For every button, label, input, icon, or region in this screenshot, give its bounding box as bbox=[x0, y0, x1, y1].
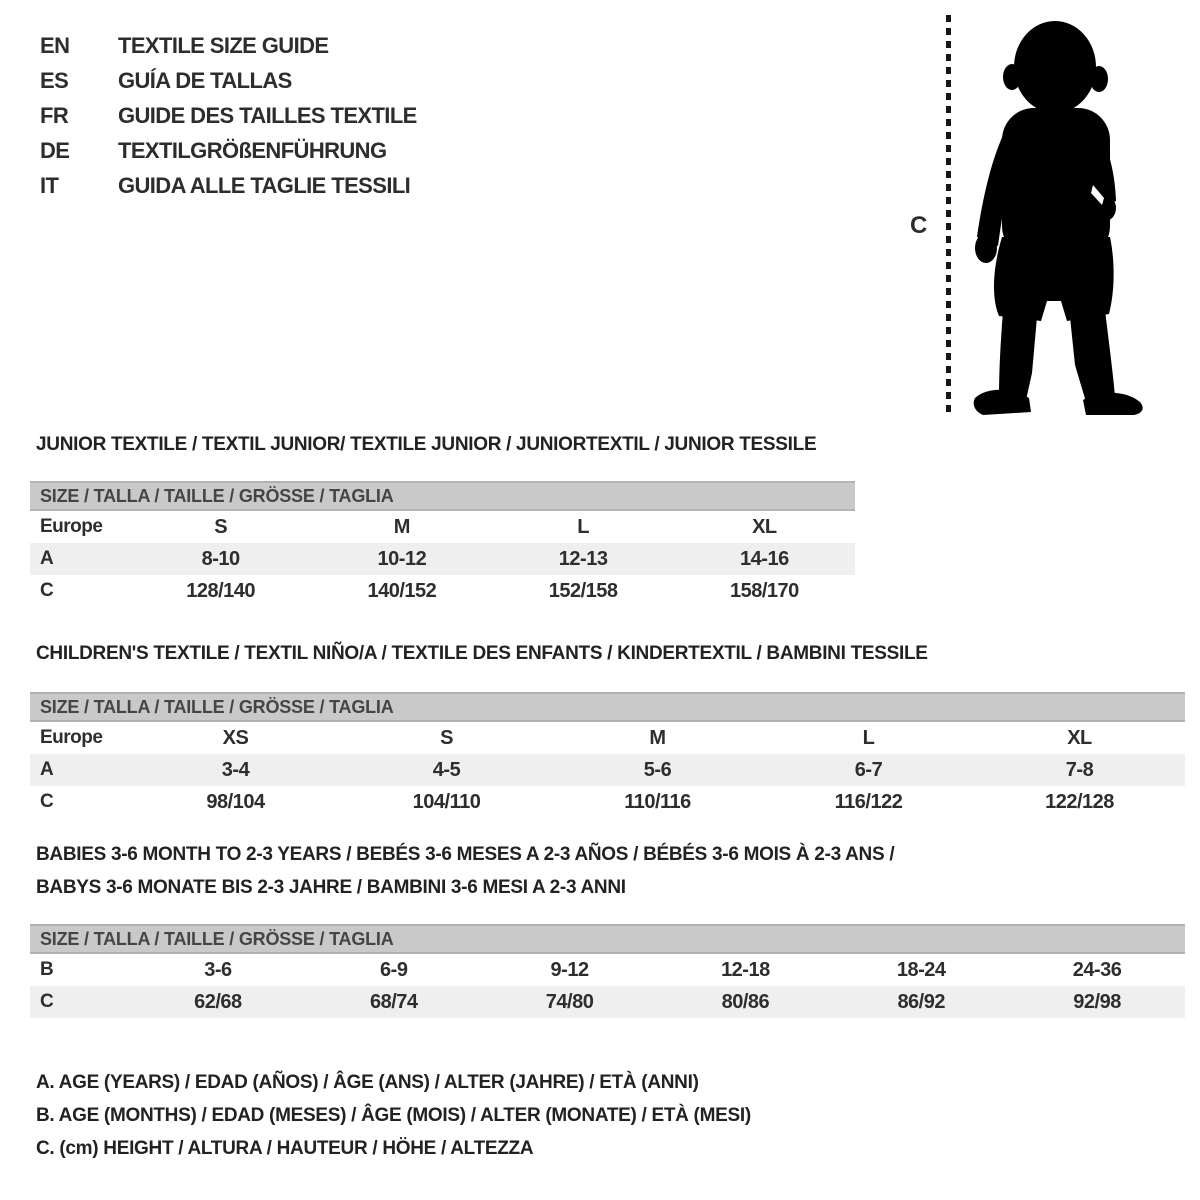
row-cell: S bbox=[440, 726, 453, 749]
table-row-c bbox=[30, 786, 1185, 818]
row-cell: 9-12 bbox=[550, 958, 589, 981]
size-band: SIZE / TALLA / TAILLE / GRÖSSE / TAGLIA bbox=[30, 692, 1185, 722]
language-code: IT bbox=[40, 172, 59, 198]
section-heading: CHILDREN'S TEXTILE / TEXTIL NIÑO/A / TEXTILE DES ENFANTS / KINDERTEXTIL / BAMBINI TESSILE bbox=[36, 643, 928, 664]
language-code: EN bbox=[40, 32, 70, 58]
height-measure-label: C bbox=[910, 212, 927, 239]
size-sections bbox=[0, 428, 1200, 1018]
table-row-c bbox=[30, 986, 1185, 1018]
row-cell: 92/98 bbox=[1073, 990, 1121, 1013]
section-heading: BABIES 3-6 MONTH TO 2-3 YEARS / BEBÉS 3-6 MESES A 2-3 AÑOS / BÉBÉS 3-6 MOIS À 2-3 ANS / bbox=[36, 844, 895, 865]
row-cell: XL bbox=[1067, 726, 1092, 749]
row-cell: 7-8 bbox=[1065, 758, 1094, 781]
section-babies bbox=[30, 838, 1200, 1018]
row-label: C bbox=[40, 991, 54, 1012]
row-cell: XS bbox=[222, 726, 249, 749]
row-cell: 110/116 bbox=[624, 790, 691, 813]
row-cell: 122/128 bbox=[1045, 790, 1114, 813]
footnote-a: A. AGE (YEARS) / EDAD (AÑOS) / ÂGE (ANS) / ALTER (JAHRE) / ETÀ (ANNI) bbox=[36, 1072, 699, 1093]
language-code: ES bbox=[40, 67, 69, 93]
table-row-a bbox=[30, 754, 1185, 786]
language-title: GUIDE DES TAILLES TEXTILE bbox=[118, 102, 417, 128]
height-dashed-line bbox=[946, 15, 951, 417]
row-cell: 128/140 bbox=[186, 579, 256, 602]
row-cell: 4-5 bbox=[432, 758, 461, 781]
row-cell: 24-36 bbox=[1072, 958, 1122, 981]
table-row-c bbox=[30, 575, 855, 607]
table-row-b bbox=[30, 954, 1185, 986]
row-cell: 116/122 bbox=[834, 790, 903, 813]
row-cell: 6-9 bbox=[380, 958, 408, 981]
height-figure bbox=[0, 0, 1200, 420]
row-cell: 152/158 bbox=[548, 579, 618, 602]
language-title: TEXTILE SIZE GUIDE bbox=[118, 32, 329, 58]
row-cell: 18-24 bbox=[896, 958, 946, 981]
row-label: A bbox=[40, 759, 54, 780]
footnote-b: B. AGE (MONTHS) / EDAD (MESES) / ÂGE (MOIS) / ALTER (MONATE) / ETÀ (MESI) bbox=[36, 1105, 751, 1126]
language-title: GUIDA ALLE TAGLIE TESSILI bbox=[118, 172, 411, 198]
footnote-c: C. (cm) HEIGHT / ALTURA / HAUTEUR / HÖHE / ALTEZZA bbox=[36, 1138, 534, 1159]
row-cell: 140/152 bbox=[367, 579, 437, 602]
row-cell: M bbox=[393, 515, 410, 538]
row-cell: L bbox=[577, 515, 589, 538]
language-code: DE bbox=[40, 137, 70, 163]
row-cell: 80/86 bbox=[721, 990, 770, 1013]
size-band: SIZE / TALLA / TAILLE / GRÖSSE / TAGLIA bbox=[30, 481, 855, 511]
row-cell: M bbox=[649, 726, 666, 749]
section-heading: BABYS 3-6 MONATE BIS 2-3 JAHRE / BAMBINI 3-6 MESI A 2-3 ANNI bbox=[36, 877, 626, 898]
row-label: B bbox=[40, 959, 54, 980]
section-children bbox=[30, 637, 1200, 818]
size-table-children bbox=[30, 692, 1185, 818]
language-title: GUÍA DE TALLAS bbox=[118, 67, 292, 93]
row-cell: 86/92 bbox=[897, 990, 945, 1013]
row-cell: 10-12 bbox=[377, 547, 427, 570]
row-cell: 14-16 bbox=[740, 547, 789, 570]
row-cell: 12-18 bbox=[721, 958, 770, 981]
size-table-junior bbox=[30, 481, 855, 607]
row-label: C bbox=[40, 791, 54, 812]
row-cell: 3-6 bbox=[204, 958, 232, 981]
size-band: SIZE / TALLA / TAILLE / GRÖSSE / TAGLIA bbox=[30, 924, 1185, 954]
row-cell: S bbox=[214, 515, 228, 538]
row-cell: 74/80 bbox=[545, 990, 594, 1013]
row-cell: 104/110 bbox=[412, 790, 481, 813]
row-cell: 158/170 bbox=[729, 579, 799, 602]
row-label: C bbox=[40, 580, 54, 601]
row-label: Europe bbox=[40, 516, 103, 537]
language-title: TEXTILGRÖßENFÜHRUNG bbox=[118, 137, 387, 163]
footnotes bbox=[0, 1066, 1200, 1165]
row-label: Europe bbox=[40, 727, 103, 748]
table-row-europe bbox=[30, 511, 855, 543]
header-area bbox=[0, 0, 1200, 420]
section-heading: JUNIOR TEXTILE / TEXTIL JUNIOR/ TEXTILE JUNIOR / JUNIORTEXTIL / JUNIOR TESSILE bbox=[36, 434, 817, 455]
row-cell: 68/74 bbox=[369, 990, 418, 1013]
row-cell: L bbox=[862, 726, 875, 749]
row-cell: 8-10 bbox=[201, 547, 240, 570]
table-row-europe bbox=[30, 722, 1185, 754]
section-junior bbox=[30, 428, 1200, 607]
row-cell: 6-7 bbox=[854, 758, 883, 781]
row-cell: 98/104 bbox=[206, 790, 265, 813]
row-label: A bbox=[40, 548, 54, 569]
table-row-a bbox=[30, 543, 855, 575]
size-table-babies bbox=[30, 924, 1185, 1018]
toddler-silhouette-image bbox=[962, 15, 1154, 417]
row-cell: 3-4 bbox=[221, 758, 250, 781]
row-cell: XL bbox=[752, 515, 777, 538]
row-cell: 5-6 bbox=[643, 758, 672, 781]
row-cell: 62/68 bbox=[194, 990, 242, 1013]
row-cell: 12-13 bbox=[558, 547, 608, 570]
language-code: FR bbox=[40, 102, 69, 128]
